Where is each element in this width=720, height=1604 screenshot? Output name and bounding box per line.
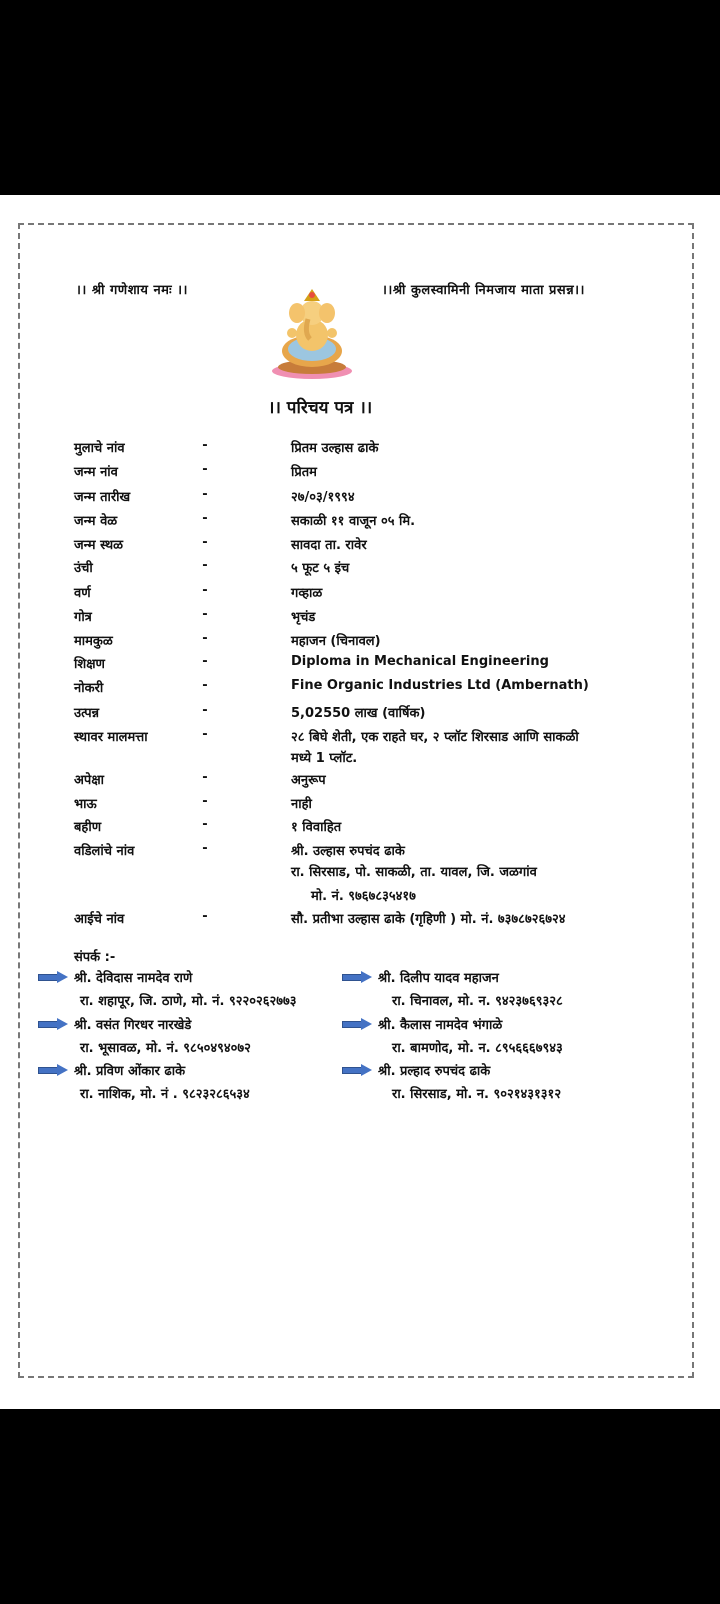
contact-address: रा. चिनावल, मो. न. ९४२३७६९३२८ [392, 994, 563, 1009]
field-separator: - [202, 535, 208, 550]
field-label: अपेक्षा [74, 773, 105, 788]
field-label: मुलाचे नांव [74, 441, 125, 456]
field-separator: - [202, 909, 208, 924]
right-arrow-icon [342, 1064, 372, 1076]
right-arrow-icon [38, 1064, 68, 1076]
field-value: महाजन (चिनावल) [291, 634, 381, 649]
contact-name: श्री. प्रल्हाद रुपचंद ढाके [378, 1064, 491, 1079]
field-value: भृचंड [291, 610, 316, 625]
field-label: बहीण [74, 820, 102, 835]
field-separator: - [202, 770, 208, 785]
field-value: सावदा ता. रावेर [291, 538, 367, 553]
field-label: जन्म वेळ [74, 514, 118, 529]
field-value-continued: मध्ये 1 प्लॉट. [291, 751, 358, 766]
field-separator: - [202, 654, 208, 669]
field-value: सकाळी ११ वाजून ०५ मि. [291, 514, 416, 529]
contact-name: श्री. दिलीप यादव महाजन [378, 971, 499, 986]
field-label: नोकरी [74, 681, 104, 696]
field-separator: - [202, 794, 208, 809]
field-label: उत्पन्न [74, 706, 100, 721]
field-value: प्रितम उल्हास ढाके [291, 441, 379, 456]
ganesh-idol-image [264, 285, 360, 381]
field-label: आईचे नांव [74, 912, 125, 927]
field-value: सौ. प्रतीभा उल्हास ढाके (गृहिणी ) मो. नं. ७३७८७२६७२४ [291, 912, 566, 927]
contact-address: रा. भूसावळ, मो. नं. ९८५०४९४०७२ [80, 1041, 251, 1056]
right-arrow-icon [342, 1018, 372, 1030]
field-value: प्रितम [291, 465, 317, 480]
right-arrow-icon [38, 971, 68, 983]
field-separator: - [202, 817, 208, 832]
field-value: श्री. उल्हास रुपचंद ढाके [291, 844, 405, 859]
field-label: भाऊ [74, 797, 97, 812]
field-separator: - [202, 583, 208, 598]
field-separator: - [202, 631, 208, 646]
contact-name: श्री. देविदास नामदेव राणे [74, 971, 193, 986]
field-label: स्थावर मालमत्ता [74, 730, 148, 745]
field-separator: - [202, 703, 208, 718]
field-value: 5,02550 लाख (वार्षिक) [291, 706, 426, 721]
field-value-continued: मो. नं. ९७६७८३५४१७ [311, 889, 416, 904]
field-value: अनुरूप [291, 773, 326, 788]
contact-address: रा. सिरसाड, मो. न. ९०२१४३१३१२ [392, 1087, 562, 1102]
field-value: २७/०३/१९९४ [291, 490, 355, 505]
field-value: Diploma in Mechanical Engineering [291, 654, 549, 669]
right-invocation: ।।श्री कुलस्वामिनी निमजाय माता प्रसन्न।। [382, 283, 585, 298]
contact-address: रा. नाशिक, मो. नं . ९८२३२८६५३४ [80, 1087, 250, 1102]
field-separator: - [202, 558, 208, 573]
field-label: जन्म नांव [74, 465, 118, 480]
field-label: जन्म तारीख [74, 490, 131, 505]
contact-name: श्री. कैलास नामदेव भंगाळे [378, 1018, 503, 1033]
field-separator: - [202, 511, 208, 526]
field-value: ५ फूट ५ इंच [291, 561, 350, 576]
right-arrow-icon [342, 971, 372, 983]
field-value-continued: रा. सिरसाड, पो. साकळी, ता. यावल, जि. जळगांव [291, 865, 537, 880]
field-separator: - [202, 607, 208, 622]
contact-address: रा. शहापूर, जि. ठाणे, मो. नं. ९२२०२६२७७३ [80, 994, 297, 1009]
contact-name: श्री. वसंत गिरधर नारखेडे [74, 1018, 192, 1033]
field-value: Fine Organic Industries Ltd (Ambernath) [291, 678, 589, 693]
field-separator: - [202, 438, 208, 453]
field-separator: - [202, 727, 208, 742]
left-invocation: ।। श्री गणेशाय नमः ।। [76, 283, 188, 298]
field-label: मामकुळ [74, 634, 113, 649]
contacts-heading: संपर्क :- [74, 950, 116, 965]
right-arrow-icon [38, 1018, 68, 1030]
biodata-page [0, 195, 720, 1409]
field-label: वडिलांचे नांव [74, 844, 135, 859]
field-label: गोत्र [74, 610, 92, 625]
field-separator: - [202, 487, 208, 502]
field-label: वर्ण [74, 586, 91, 601]
field-separator: - [202, 678, 208, 693]
field-value: १ विवाहित [291, 820, 342, 835]
field-separator: - [202, 462, 208, 477]
field-separator: - [202, 841, 208, 856]
field-value: गव्हाळ [291, 586, 323, 601]
field-value: नाही [291, 797, 312, 812]
field-label: जन्म स्थळ [74, 538, 124, 553]
field-label: उंची [74, 561, 93, 576]
page-title: ।। परिचय पत्र ।। [268, 398, 373, 418]
contact-address: रा. बामणोद, मो. न. ८९५६६६७९४३ [392, 1041, 563, 1056]
field-value: २८ बिघे शेती, एक राहते घर, २ प्लॉट शिरसाड आणि साकळी [291, 730, 579, 745]
contact-name: श्री. प्रविण ओंकार ढाके [74, 1064, 186, 1079]
field-label: शिक्षण [74, 657, 105, 672]
